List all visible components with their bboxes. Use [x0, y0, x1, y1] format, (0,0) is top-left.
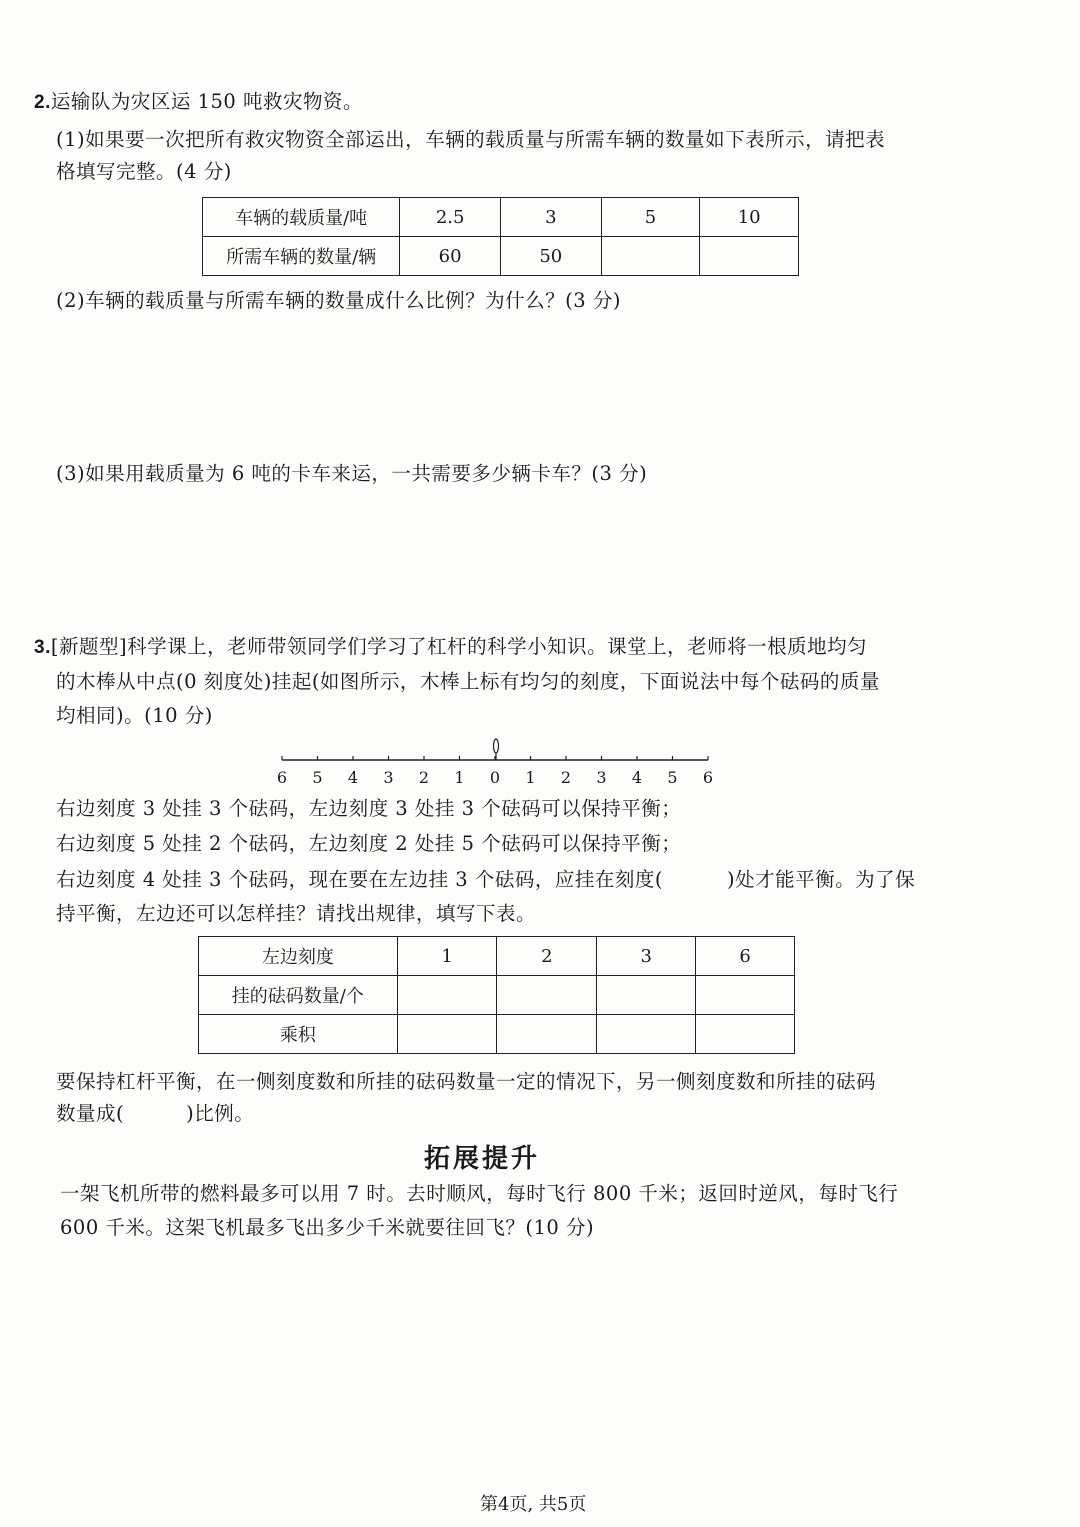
q3-table-header-scale: 左边刻度: [199, 937, 398, 976]
q3-line2: 的木棒从中点(0 刻度处)挂起(如图所示，木棒上标有均匀的刻度，下面说法中每个砝码的质量: [56, 670, 880, 693]
q3-line1-text: 科学课上，老师带领同学们学习了杠杆的科学小知识。课堂上，老师将一根质地均匀: [127, 635, 868, 658]
q3-statement1: 右边刻度 3 处挂 3 个砝码，左边刻度 3 处挂 3 个砝码可以保持平衡；: [56, 797, 682, 820]
q3-tag-text: 新题型: [58, 635, 119, 658]
q3-table-answer-cell[interactable]: [497, 976, 597, 1015]
q2-table-header-count: 所需车辆的数量/辆: [203, 237, 400, 276]
table-row: [199, 1015, 795, 1054]
q2-part1-line2: 格填写完整。(4 分): [56, 160, 232, 183]
q2-table-header-load: 车辆的载质量/吨: [203, 198, 400, 237]
lever-tick-label: 2: [418, 768, 430, 787]
lever-tick-label: 6: [702, 768, 714, 787]
lever-tick-label: 5: [312, 768, 323, 787]
q3-statement3-b: )处才能平衡。为了保: [727, 868, 916, 891]
section-title-extension: 拓展提升: [424, 1144, 541, 1174]
lever-tick-label: 0: [489, 768, 501, 787]
lever-tick-label: 3: [596, 768, 607, 787]
q3-table-cell: 6: [696, 937, 795, 976]
q2-table: [202, 197, 799, 276]
q3-table-cell: 2: [497, 937, 597, 976]
q2-stem: 运输队为灾区运 150 吨救灾物资。: [50, 90, 363, 113]
q3-conclusion-line2: [56, 1100, 254, 1128]
q3-table-answer-cell[interactable]: [397, 1015, 497, 1054]
table-row: [203, 237, 799, 276]
q3-statement2: 右边刻度 5 处挂 2 个砝码，左边刻度 2 处挂 5 个砝码可以保持平衡；: [56, 832, 682, 855]
q3-conclusion-b: )比例。: [186, 1102, 255, 1125]
q3-line1: [34, 633, 867, 662]
lever-ruler-figure: [270, 734, 720, 794]
q3-line3: 均相同)。(10 分): [56, 704, 213, 727]
q2-part3: (3)如果用载质量为 6 吨的卡车来运，一共需要多少辆卡车？(3 分): [56, 462, 648, 485]
table-row: [203, 198, 799, 237]
lever-tick-label: 4: [347, 768, 359, 787]
q3-number: 3.: [34, 637, 51, 658]
lever-tick-label: 2: [560, 768, 572, 787]
q3-table-cell: 3: [597, 937, 696, 976]
q2-part1-line1: (1)如果要一次把所有救灾物资全部运出，车辆的载质量与所需车辆的数量如下表所示，请把表: [56, 128, 886, 151]
q3-conclusion-line1: 要保持杠杆平衡，在一侧刻度数和所挂的砝码数量一定的情况下，另一侧刻度数和所挂的砝码: [56, 1070, 877, 1093]
q3-table-header-product: 乘积: [199, 1015, 398, 1054]
lever-tick-label: 4: [631, 768, 643, 787]
lever-tick-label: 6: [276, 768, 288, 787]
extension-line1: 一架飞机所带的燃料最多可以用 7 时。去时顺风，每时飞行 800 千米；返回时逆风，每时飞行: [60, 1182, 899, 1205]
q2-number: 2.: [34, 92, 51, 113]
q3-table-answer-cell[interactable]: [696, 976, 795, 1015]
q2-table-cell: 60: [400, 237, 501, 276]
q2-stem-line: [34, 88, 363, 117]
lever-tick-label: 3: [383, 768, 394, 787]
q2-table-answer-cell[interactable]: [601, 237, 700, 276]
q2-table-cell: 50: [500, 237, 601, 276]
q2-table-answer-cell[interactable]: [700, 237, 799, 276]
q3-table-answer-cell[interactable]: [597, 1015, 696, 1054]
table-row: [199, 937, 795, 976]
q3-statement4: 持平衡，左边还可以怎样挂？请找出规律，填写下表。: [56, 902, 537, 925]
q3-conclusion-a: 数量成(: [56, 1102, 125, 1125]
table-row: [199, 976, 795, 1015]
q3-table-answer-cell[interactable]: [696, 1015, 795, 1054]
q2-table-cell: 5: [601, 198, 700, 237]
lever-tick-label: 5: [667, 768, 678, 787]
q3-table-cell: 1: [397, 937, 497, 976]
lever-tick-labels: [277, 768, 713, 787]
page-number: 第4页, 共5页: [480, 1494, 587, 1515]
q3-table-answer-cell[interactable]: [497, 1015, 597, 1054]
q3-statement3: [56, 866, 915, 894]
q3-table-header-weights: 挂的砝码数量/个: [199, 976, 398, 1015]
lever-tick-label: 1: [454, 768, 465, 787]
extension-line2: 600 千米。这架飞机最多飞出多少千米就要往回飞？(10 分): [60, 1216, 595, 1239]
q2-part2: (2)车辆的载质量与所需车辆的数量成什么比例？为什么？(3 分): [56, 289, 621, 312]
q2-table-cell: 3: [500, 198, 601, 237]
q3-tag: [新题型]: [50, 635, 128, 658]
q3-table-answer-cell[interactable]: [397, 976, 497, 1015]
pivot-hook-icon: [494, 739, 499, 753]
q2-table-cell: 10: [700, 198, 799, 237]
q3-statement3-a: 右边刻度 4 处挂 3 个砝码，现在要在左边挂 3 个砝码，应挂在刻度(: [56, 868, 664, 891]
q2-table-cell: 2.5: [400, 198, 501, 237]
q3-table-answer-cell[interactable]: [597, 976, 696, 1015]
q3-table: [198, 936, 795, 1054]
lever-tick-label: 1: [525, 768, 536, 787]
